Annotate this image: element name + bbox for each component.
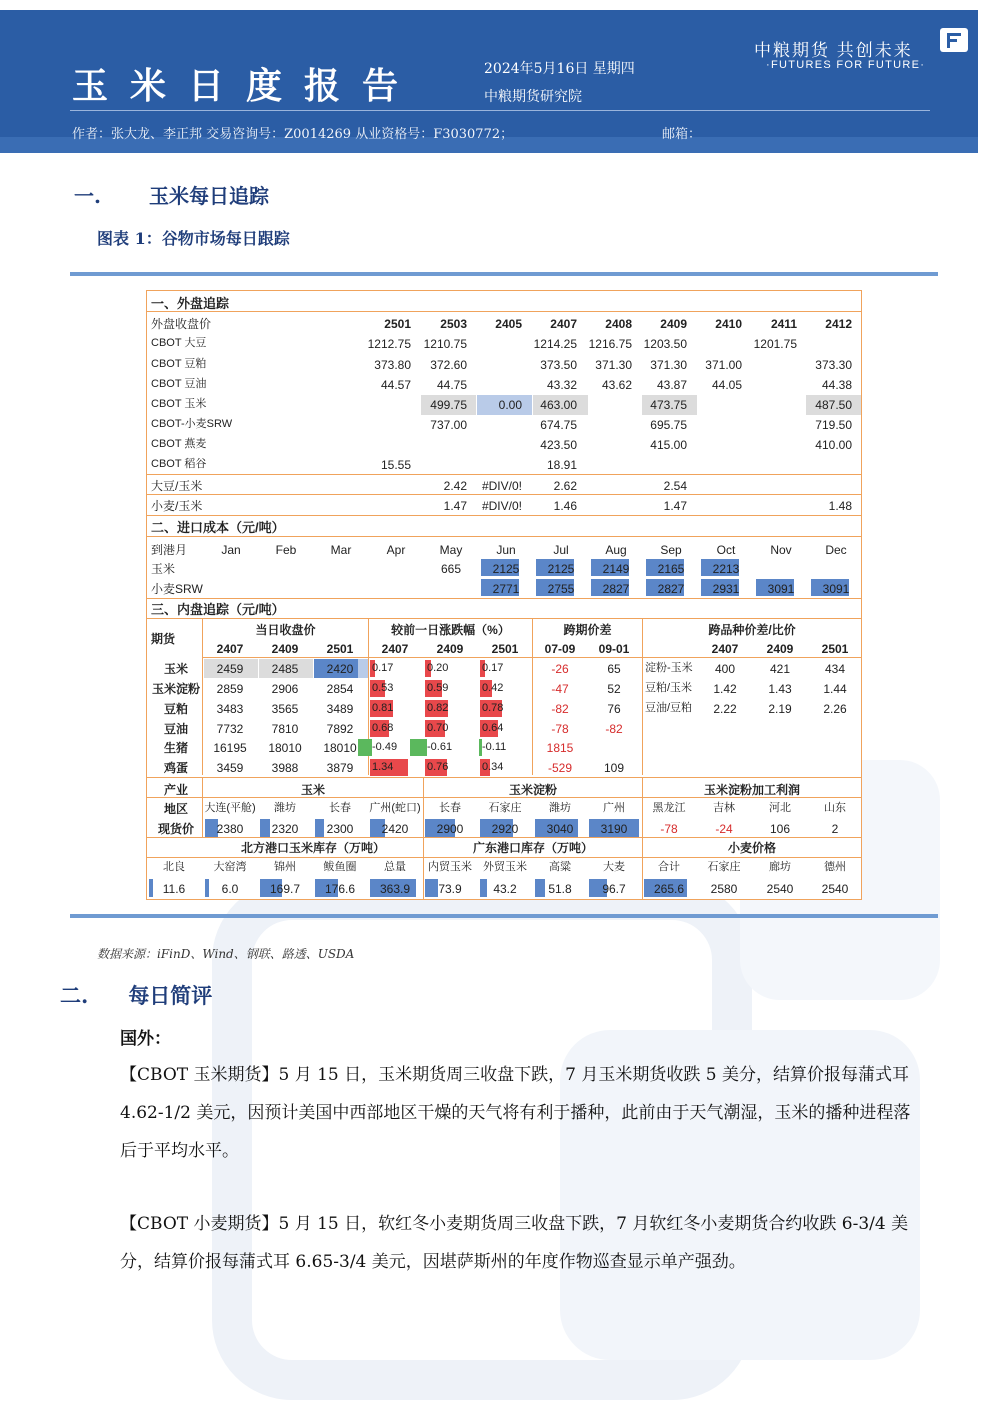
- table-cell: 2407: [216, 642, 244, 656]
- table-cell: 锦州: [274, 861, 296, 873]
- cbot-corn-paragraph: 【CBOT 玉米期货】5 月 15 日，玉米期货周三收盘下跌，7 月玉米期货收跌 5 美分，结算价报每蒲式耳 4.62-1/2 美元，因预计美国中西部地区干燥的天气将有利于播种，此前由于天气潮湿，玉米的播种进程落后于平均水平。: [120, 1065, 911, 1161]
- table-cell: 0.82: [427, 702, 449, 714]
- table-cell: 1.46: [553, 499, 577, 513]
- table-cell: CBOT 玉米: [151, 398, 207, 410]
- table-cell: 371.30: [650, 358, 687, 372]
- table-cell: 0.81: [372, 702, 394, 714]
- table-cell: 07-09: [544, 642, 576, 656]
- table-cell: 总量: [384, 861, 406, 873]
- table-cell: 7810: [271, 722, 299, 736]
- table-cell: 44.57: [380, 378, 411, 392]
- table-cell: 1212.75: [367, 337, 411, 351]
- table-cell: 0.78: [482, 702, 504, 714]
- table-cell: 2.42: [443, 479, 467, 493]
- table-cell: 43.2: [493, 882, 517, 896]
- table-cell: 11.6: [162, 882, 186, 896]
- table-cell: 372.60: [430, 358, 467, 372]
- table-cell: 大窑湾: [213, 861, 247, 873]
- table-cell: 三、内盘追踪（元/吨）: [151, 602, 285, 617]
- table-cell: 2501: [384, 317, 411, 331]
- table-rule: [202, 657, 862, 658]
- table-cell: 43.32: [546, 378, 577, 392]
- table-cell: 176.6: [324, 882, 356, 896]
- table-cell: 65: [607, 662, 621, 676]
- header-divider: [70, 110, 930, 111]
- table-cell: 2407: [711, 642, 739, 656]
- table-cell: 2755: [547, 582, 575, 596]
- table-cell: 2906: [271, 682, 299, 696]
- table-cell: 3091: [767, 582, 795, 596]
- table-cell: 719.50: [815, 418, 852, 432]
- table-cell: 2411: [770, 317, 797, 331]
- table-cell: Aug: [605, 543, 627, 557]
- table-cell: #DIV/0!: [481, 479, 522, 493]
- table-cell: 期货: [151, 632, 176, 646]
- table-cell: 43.62: [601, 378, 632, 392]
- table-cell: CBOT 大豆: [151, 337, 207, 349]
- table-cell: 3483: [216, 702, 244, 716]
- table-cell: 2485: [271, 662, 299, 676]
- table-cell: 2409: [436, 642, 464, 656]
- table-cell: 2580: [710, 882, 738, 896]
- table-cell: -26: [551, 662, 569, 676]
- table-cell: 石家庄: [707, 861, 741, 873]
- table-cell: 北方港口玉米库存（万吨）: [240, 841, 385, 855]
- table-cell: 2854: [326, 682, 354, 696]
- authors-line: 作者：张大龙、李正邦 交易咨询号：Z0014269 从业资格号：F3030772；: [72, 127, 514, 142]
- table-rule: [642, 618, 643, 775]
- table-cell: 2300: [326, 822, 354, 836]
- table-cell: 2213: [712, 562, 740, 576]
- table-cell: 487.50: [815, 398, 852, 412]
- table-cell: 737.00: [430, 418, 467, 432]
- table-cell: 到港月: [151, 543, 188, 557]
- table-cell: 44.75: [436, 378, 467, 392]
- table-cell: 1.47: [443, 499, 467, 513]
- table-cell: Nov: [770, 543, 792, 557]
- brand-slogan: ·FUTURES FOR FUTURE·: [766, 59, 926, 71]
- table-cell: 1.34: [372, 761, 394, 773]
- table-cell: 豆粕/玉米: [645, 682, 693, 694]
- table-cell: CBOT 稻谷: [151, 458, 207, 470]
- table-cell: -529: [547, 761, 573, 775]
- table-cell: 463.00: [540, 398, 577, 412]
- table-cell: 2540: [766, 882, 794, 896]
- table-cell: 1815: [546, 741, 574, 755]
- table-rule: [147, 494, 861, 495]
- table-cell: 广州: [603, 802, 625, 814]
- international-label: 国外：: [120, 1029, 171, 1049]
- table-cell: 2405: [495, 317, 522, 331]
- table-cell: 大连(平舱): [204, 802, 256, 814]
- table-cell: 2900: [436, 822, 464, 836]
- table-cell: 大麦: [603, 861, 625, 873]
- table-cell: 2149: [602, 562, 630, 576]
- table-cell: 吉林: [713, 802, 735, 814]
- table-cell: 52: [607, 682, 621, 696]
- table-cell: 2771: [492, 582, 520, 596]
- table-cell: 潍坊: [274, 802, 296, 814]
- table-cell: 3190: [600, 822, 628, 836]
- table-cell: 695.75: [650, 418, 687, 432]
- table-cell: 2408: [605, 317, 632, 331]
- table-cell: 2420: [326, 662, 354, 676]
- table-rule: [147, 777, 861, 778]
- change-bar: [410, 739, 427, 756]
- table-cell: 鲅鱼圈: [323, 861, 357, 873]
- table-cell: -82: [551, 702, 569, 716]
- table-cell: 499.75: [430, 398, 467, 412]
- table-cell: 665: [440, 562, 462, 576]
- table-cell: 1216.75: [588, 337, 632, 351]
- table-cell: 2380: [216, 822, 244, 836]
- table-cell: 2540: [821, 882, 849, 896]
- table-cell: CBOT 豆油: [151, 378, 207, 390]
- table-cell: 2931: [712, 582, 740, 596]
- table-cell: 73.9: [438, 882, 462, 896]
- table-cell: 小麦价格: [727, 841, 776, 855]
- table-cell: 2920: [491, 822, 519, 836]
- table-cell: 玉米: [300, 783, 325, 797]
- table-cell: -82: [605, 722, 623, 736]
- grain-market-table: [146, 290, 862, 900]
- table-rule: [147, 536, 861, 537]
- table-cell: 473.75: [650, 398, 687, 412]
- table-cell: 373.30: [815, 358, 852, 372]
- table-cell: 0.68: [372, 722, 394, 734]
- table-cell: 373.80: [374, 358, 411, 372]
- table-cell: 二、进口成本（元/吨）: [151, 520, 285, 535]
- table-cell: -0.11: [482, 741, 507, 753]
- table-cell: 106: [769, 822, 791, 836]
- table-cell: 淀粉-玉米: [645, 662, 693, 674]
- figure-bottom-rule: [70, 914, 938, 918]
- table-cell: 6.0: [221, 882, 239, 896]
- section-1-number: 一.: [74, 184, 101, 208]
- table-cell: 434: [824, 662, 846, 676]
- table-cell: -0.61: [427, 741, 453, 753]
- table-cell: CBOT 燕麦: [151, 438, 207, 450]
- table-rule: [147, 837, 861, 838]
- table-cell: 44.05: [711, 378, 742, 392]
- section-2-number: 二.: [60, 983, 89, 1008]
- table-cell: 2410: [715, 317, 742, 331]
- table-cell: 北良: [163, 861, 185, 873]
- table-cell: 16195: [213, 741, 247, 755]
- table-cell: 2125: [492, 562, 520, 576]
- table-cell: 山东: [824, 802, 846, 814]
- table-cell: 鸡蛋: [163, 761, 188, 775]
- report-title: 玉米日度报告: [72, 65, 421, 107]
- table-cell: 18010: [323, 741, 357, 755]
- table-cell: 2459: [216, 662, 244, 676]
- table-cell: -78: [660, 822, 678, 836]
- table-cell: 15.55: [380, 458, 411, 472]
- table-cell: Sep: [660, 543, 682, 557]
- table-cell: 2501: [326, 642, 354, 656]
- table-cell: 18.91: [546, 458, 577, 472]
- table-cell: 1.48: [828, 499, 852, 513]
- table-cell: 2407: [381, 642, 409, 656]
- table-cell: 0.76: [427, 761, 449, 773]
- table-cell: 河北: [769, 802, 791, 814]
- table-cell: 3489: [326, 702, 354, 716]
- table-cell: 09-01: [598, 642, 630, 656]
- section-2-heading: [60, 980, 212, 1010]
- table-cell: 生猪: [163, 741, 188, 755]
- table-cell: 3040: [546, 822, 574, 836]
- table-cell: 1203.50: [643, 337, 687, 351]
- table-cell: 415.00: [650, 438, 687, 452]
- table-cell: 1.47: [663, 499, 687, 513]
- table-cell: 169.7: [269, 882, 301, 896]
- table-cell: 小麦/玉米: [151, 499, 203, 513]
- table-cell: Mar: [330, 543, 352, 557]
- table-cell: 广东港口库存（万吨）: [472, 841, 593, 855]
- table-cell: 2420: [381, 822, 409, 836]
- table-cell: Oct: [716, 543, 736, 557]
- table-cell: 421: [769, 662, 791, 676]
- table-cell: 小麦SRW: [151, 582, 203, 596]
- table-cell: 2859: [216, 682, 244, 696]
- data-source-note: 数据来源：iFinD、Wind、钢联、路透、USDA: [97, 947, 355, 961]
- table-cell: 2827: [657, 582, 685, 596]
- table-cell: 44.38: [821, 378, 852, 392]
- table-cell: 76: [607, 702, 621, 716]
- change-bar: [358, 739, 372, 756]
- brand-logo-icon: [938, 26, 970, 54]
- table-cell: 2501: [821, 642, 849, 656]
- report-date: 2024年5月16日 星期四: [484, 61, 635, 77]
- table-cell: 外贸玉米: [483, 861, 527, 873]
- table-cell: 长春: [439, 802, 461, 814]
- section-2-title: 每日简评: [128, 983, 213, 1008]
- table-cell: Jan: [221, 543, 241, 557]
- table-rule: [147, 598, 861, 599]
- section-1-title: 玉米每日追踪: [148, 184, 269, 208]
- table-cell: 较前一日涨跌幅（%）: [391, 623, 510, 637]
- table-cell: 674.75: [540, 418, 577, 432]
- table-cell: 2.54: [663, 479, 687, 493]
- table-rule: [147, 474, 861, 475]
- table-cell: CBOT 豆粕: [151, 358, 207, 370]
- table-cell: #DIV/0!: [481, 499, 522, 513]
- table-cell: 400: [714, 662, 736, 676]
- table-cell: -0.49: [372, 741, 398, 753]
- report-header: [0, 10, 978, 153]
- table-cell: 371.30: [595, 358, 632, 372]
- table-cell: 7892: [326, 722, 354, 736]
- table-cell: 2: [831, 822, 839, 836]
- table-cell: 0.42: [482, 682, 504, 694]
- table-rule: [147, 857, 861, 858]
- table-cell: 玉米: [163, 662, 188, 676]
- table-cell: -78: [551, 722, 569, 736]
- table-rule: [147, 797, 861, 798]
- table-cell: 合计: [658, 861, 680, 873]
- table-cell: 1214.25: [533, 337, 577, 351]
- table-cell: 0.70: [427, 722, 449, 734]
- table-cell: 3879: [326, 761, 354, 775]
- table-cell: 2503: [440, 317, 467, 331]
- table-cell: 2165: [657, 562, 685, 576]
- table-cell: 0.53: [372, 682, 394, 694]
- table-cell: 3091: [822, 582, 850, 596]
- table-cell: 跨期价差: [563, 623, 612, 637]
- table-cell: 地区: [163, 802, 188, 816]
- table-cell: 内贸玉米: [428, 861, 472, 873]
- institute-name: 中粮期货研究院: [484, 89, 582, 105]
- table-cell: 0.64: [482, 722, 504, 734]
- table-cell: 109: [603, 761, 625, 775]
- table-cell: Jul: [553, 543, 569, 557]
- table-cell: -47: [551, 682, 569, 696]
- table-cell: 1201.75: [753, 337, 797, 351]
- table-cell: 3988: [271, 761, 299, 775]
- table-cell: 石家庄: [488, 802, 522, 814]
- table-rule: [147, 515, 861, 516]
- table-cell: Dec: [825, 543, 847, 557]
- table-rule: [532, 618, 533, 775]
- table-cell: 当日收盘价: [255, 623, 316, 637]
- table-cell: 363.9: [379, 882, 411, 896]
- table-cell: 长春: [329, 802, 351, 814]
- table-cell: 玉米淀粉加工利润: [703, 783, 800, 797]
- table-cell: 一、外盘追踪: [151, 296, 230, 311]
- table-cell: 2.62: [553, 479, 577, 493]
- table-cell: 1.43: [768, 682, 792, 696]
- table-cell: 371.00: [705, 358, 742, 372]
- table-cell: 玉米: [151, 562, 176, 576]
- table-cell: 2407: [550, 317, 577, 331]
- table-cell: Feb: [275, 543, 297, 557]
- brand-name: 中粮期货 共创未来: [754, 41, 913, 60]
- table-cell: 玉米淀粉: [151, 682, 200, 696]
- table-cell: 423.50: [540, 438, 577, 452]
- table-cell: 2125: [547, 562, 575, 576]
- table-cell: 0.34: [482, 761, 504, 773]
- table-cell: Apr: [386, 543, 406, 557]
- table-cell: 潍坊: [549, 802, 571, 814]
- table-rule: [147, 311, 861, 312]
- figure-1-caption: 图表 1：谷物市场每日跟踪: [97, 229, 290, 248]
- table-cell: -24: [715, 822, 733, 836]
- table-cell: 外盘收盘价: [151, 317, 212, 331]
- table-cell: CBOT-小麦SRW: [151, 418, 233, 430]
- email-label: 邮箱：: [662, 127, 702, 142]
- table-cell: Jun: [496, 543, 516, 557]
- table-cell: 3565: [271, 702, 299, 716]
- table-cell: 黑龙江: [652, 802, 686, 814]
- table-cell: 大豆/玉米: [151, 479, 203, 493]
- table-cell: 现货价: [157, 822, 194, 836]
- table-cell: 373.50: [540, 358, 577, 372]
- table-cell: 43.87: [656, 378, 687, 392]
- table-cell: 18010: [268, 741, 302, 755]
- table-cell: 玉米淀粉: [508, 783, 557, 797]
- table-cell: 51.8: [548, 882, 572, 896]
- table-cell: 2827: [602, 582, 630, 596]
- table-cell: 2409: [660, 317, 687, 331]
- table-cell: 高粱: [549, 861, 571, 873]
- table-rule: [147, 618, 861, 619]
- table-cell: 2501: [491, 642, 519, 656]
- table-cell: May: [439, 543, 463, 557]
- table-cell: 豆油: [163, 722, 188, 736]
- table-cell: 2412: [825, 317, 852, 331]
- table-cell: 广州(蛇口): [369, 802, 421, 814]
- section-1-heading: [74, 180, 269, 209]
- table-cell: 0.59: [427, 682, 449, 694]
- table-cell: 7732: [216, 722, 244, 736]
- table-cell: 产业: [163, 783, 188, 797]
- table-cell: 265.6: [653, 882, 685, 896]
- table-cell: 0.17: [482, 662, 504, 674]
- table-cell: 豆粕: [163, 702, 188, 716]
- table-cell: 0.20: [427, 662, 449, 674]
- table-cell: 德州: [824, 861, 846, 873]
- table-cell: 1.42: [713, 682, 737, 696]
- table-cell: 1.44: [823, 682, 847, 696]
- table-cell: 2.22: [713, 702, 737, 716]
- table-cell: 2.26: [823, 702, 847, 716]
- table-cell: 410.00: [815, 438, 852, 452]
- table-cell: 豆油/豆粕: [645, 702, 693, 714]
- table-cell: 96.7: [602, 882, 626, 896]
- table-cell: 0.00: [498, 398, 522, 412]
- table-cell: 2409: [271, 642, 299, 656]
- table-cell: 跨品种价差/比价: [708, 623, 796, 637]
- table-cell: 2320: [271, 822, 299, 836]
- table-cell: 1210.75: [423, 337, 467, 351]
- table-cell: 廊坊: [769, 861, 791, 873]
- table-rule: [202, 618, 203, 775]
- table-cell: 3459: [216, 761, 244, 775]
- table-cell: 2.19: [768, 702, 792, 716]
- table-cell: 0.17: [372, 662, 394, 674]
- cbot-wheat-paragraph: 【CBOT 小麦期货】5 月 15 日，软红冬小麦期货周三收盘下跌，7 月软红冬小麦期货合约收跌 6-3/4 美分，结算价报每蒲式耳 6.65-3/4 美元，因堪萨斯州的年度作物巡查显示单产强劲。: [120, 1214, 909, 1272]
- figure-top-rule: [70, 272, 938, 276]
- table-cell: 2409: [766, 642, 794, 656]
